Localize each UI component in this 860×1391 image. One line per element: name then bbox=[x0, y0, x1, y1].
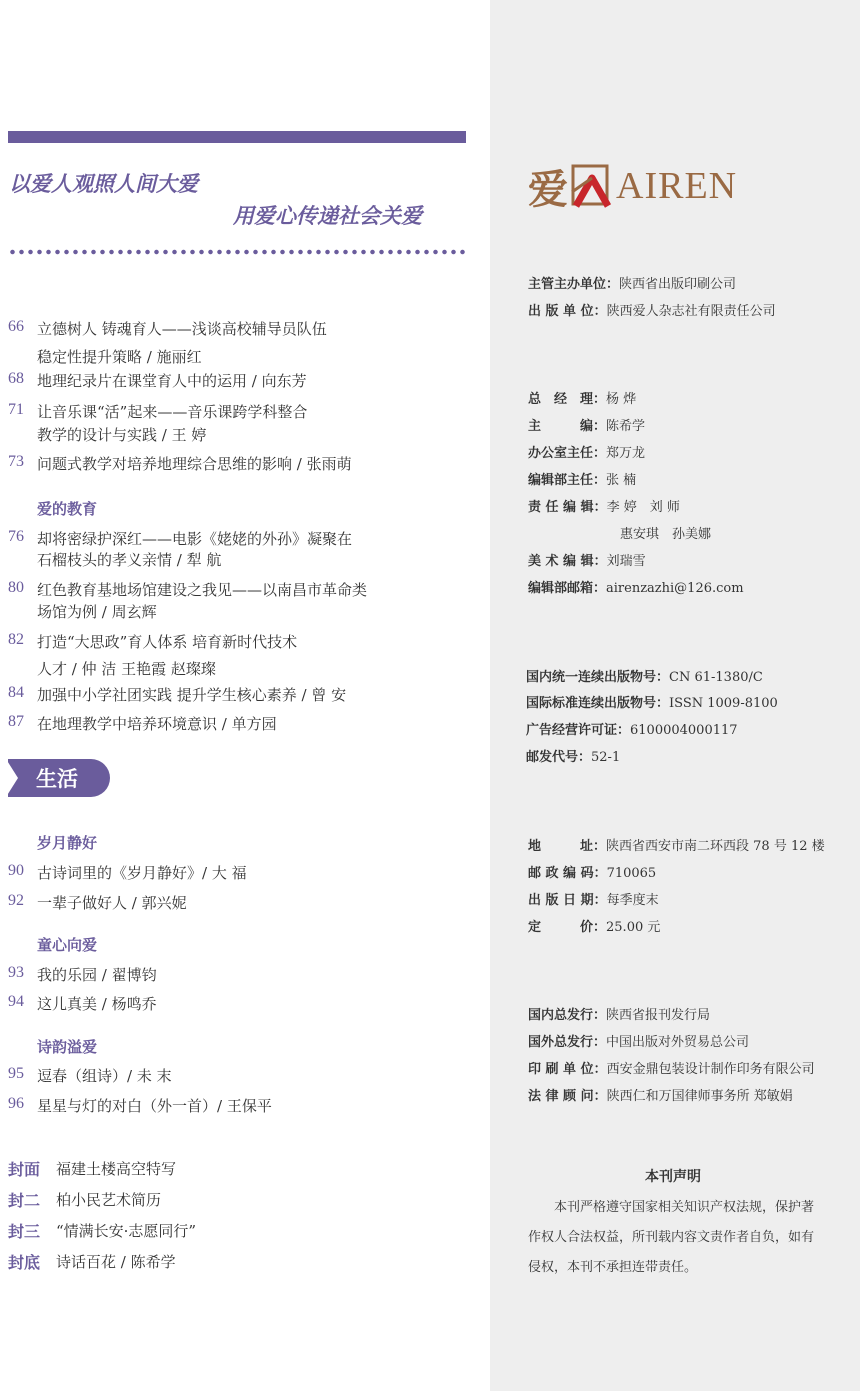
info-row bbox=[528, 916, 660, 935]
info-value: 惠安琪 孙美娜 bbox=[620, 527, 712, 542]
info-row bbox=[528, 1085, 793, 1104]
info-key: 国内总发行： bbox=[528, 1008, 607, 1023]
info-key: 出 版 单 位： bbox=[528, 304, 607, 319]
info-row bbox=[528, 496, 680, 515]
info-key: 美 术 编 辑： bbox=[528, 554, 607, 569]
info-value: 陕西省西安市南二环西段 78 号 12 楼 bbox=[606, 839, 825, 854]
info-value: 陈希学 bbox=[606, 419, 646, 434]
info-row bbox=[528, 862, 656, 881]
toc-page-number: 82 bbox=[8, 631, 24, 648]
toc-page-number: 94 bbox=[8, 993, 24, 1010]
info-value: 中国出版对外贸易总公司 bbox=[606, 1035, 750, 1050]
info-row bbox=[528, 1004, 710, 1023]
info-value: airenzazhi@126.com bbox=[606, 581, 744, 596]
toc-entry-title[interactable]: 我的乐园 / 翟博钧 bbox=[37, 966, 157, 984]
info-row bbox=[528, 835, 825, 854]
info-key: 邮 政 编 码： bbox=[528, 866, 607, 881]
toc-page-number: 95 bbox=[8, 1065, 24, 1082]
declaration-title: 本刊声明 bbox=[645, 1169, 701, 1185]
toc-entry-title[interactable]: 人才 / 仲 洁 王艳霞 赵璨璨 bbox=[37, 660, 216, 678]
info-key: 办公室主任： bbox=[528, 446, 607, 461]
info-key: 总 经 理： bbox=[528, 392, 607, 407]
info-value: 西安金鼎包装设计制作印务有限公司 bbox=[606, 1062, 815, 1077]
info-key: 国外总发行： bbox=[528, 1035, 607, 1050]
cover-label: 封面 bbox=[8, 1160, 41, 1179]
section-heading-child: 童心向爱 bbox=[37, 936, 98, 954]
info-value: 杨 烨 bbox=[606, 392, 637, 407]
dotted-divider bbox=[8, 249, 466, 255]
declaration-body: 本刊严格遵守国家相关知识产权法规，保护著作权人合法权益，所刊载内容文责作者自负，如有侵权，本刊不承担连带责任。 bbox=[528, 1200, 815, 1275]
section-heading-years: 岁月静好 bbox=[37, 834, 98, 852]
info-value: 张 楠 bbox=[606, 473, 637, 488]
toc-page-number: 96 bbox=[8, 1095, 24, 1112]
info-row bbox=[528, 469, 636, 488]
info-row bbox=[528, 273, 736, 292]
toc-page-number: 66 bbox=[8, 318, 24, 335]
toc-entry-title[interactable]: 在地理教学中培养环境意识 / 单方园 bbox=[37, 715, 277, 733]
info-value: 710065 bbox=[606, 866, 657, 881]
info-key: 主管主办单位： bbox=[528, 277, 620, 292]
toc-page-number: 76 bbox=[8, 528, 24, 545]
toc-entry-title[interactable]: 场馆为例 / 周玄辉 bbox=[37, 603, 157, 621]
info-value: 李 婷 刘 师 bbox=[606, 500, 680, 515]
toc-entry-title[interactable]: 加强中小学社团实践 提升学生核心素养 / 曾 安 bbox=[37, 686, 347, 704]
slogan-line-1: 以爱人观照人间大爱 bbox=[9, 171, 198, 196]
info-value: 25.00 元 bbox=[606, 920, 661, 935]
info-value: 陕西省报刊发行局 bbox=[606, 1008, 711, 1023]
cover-text: 诗话百花 / 陈希学 bbox=[56, 1253, 176, 1271]
info-key: 出 版 日 期： bbox=[528, 893, 607, 908]
info-key: 印 刷 单 位： bbox=[528, 1062, 607, 1077]
info-value: 陕西省出版印刷公司 bbox=[619, 277, 737, 292]
cover-text: 柏小民艺术简历 bbox=[56, 1191, 162, 1209]
info-row bbox=[526, 719, 738, 738]
info-key: 主 编： bbox=[528, 419, 607, 434]
toc-entry-title[interactable]: 立德树人 铸魂育人——浅谈高校辅导员队伍 bbox=[37, 320, 327, 338]
toc-page-number: 73 bbox=[8, 453, 24, 470]
logo-english-text: AIREN bbox=[616, 165, 738, 207]
toc-entry-title[interactable]: 却将密绿护深红——电影《姥姥的外孙》凝聚在 bbox=[37, 530, 353, 548]
info-value: 陕西仁和万国律师事务所 郑敏娟 bbox=[606, 1089, 793, 1104]
info-row bbox=[620, 523, 711, 542]
toc-page-number: 87 bbox=[8, 713, 24, 730]
info-key: 邮发代号： bbox=[526, 750, 592, 765]
info-row bbox=[528, 889, 659, 908]
top-accent-bar bbox=[8, 131, 466, 143]
info-key: 国际标准连续出版物号： bbox=[526, 696, 670, 711]
toc-entry-title[interactable]: 一辈子做好人 / 郭兴妮 bbox=[37, 894, 187, 912]
info-row bbox=[528, 442, 645, 461]
info-key: 广告经营许可证： bbox=[526, 723, 631, 738]
cover-label: 封二 bbox=[8, 1191, 41, 1210]
info-row bbox=[528, 550, 646, 569]
toc-entry-title[interactable]: 地理纪录片在课堂育人中的运用 / 向东芳 bbox=[37, 372, 307, 390]
info-value: 每季度末 bbox=[606, 893, 659, 908]
info-row bbox=[528, 300, 776, 319]
info-row bbox=[528, 388, 636, 407]
info-row bbox=[528, 577, 744, 596]
info-row bbox=[526, 666, 763, 685]
toc-page-number: 92 bbox=[8, 892, 24, 909]
toc-entry-title[interactable]: 星星与灯的对白（外一首）/ 王保平 bbox=[37, 1097, 272, 1115]
toc-entry-title[interactable]: 问题式教学对培养地理综合思维的影响 / 张雨萌 bbox=[37, 455, 352, 473]
toc-page-number: 80 bbox=[8, 579, 24, 596]
section-heading-love-education: 爱的教育 bbox=[37, 500, 98, 518]
info-key: 定 价： bbox=[528, 920, 607, 935]
toc-page-number: 90 bbox=[8, 862, 24, 879]
toc-page-number: 68 bbox=[8, 370, 24, 387]
toc-entry-title[interactable]: 让音乐课“活”起来——音乐课跨学科整合 bbox=[37, 403, 308, 421]
life-section-badge: 生活 bbox=[8, 759, 110, 797]
info-key: 国内统一连续出版物号： bbox=[526, 670, 670, 685]
toc-entry-title[interactable]: 稳定性提升策略 / 施丽红 bbox=[37, 348, 202, 366]
logo-emblem-icon bbox=[570, 162, 614, 210]
info-key: 责 任 编 辑： bbox=[528, 500, 607, 515]
cover-label: 封三 bbox=[8, 1222, 41, 1241]
toc-entry-title[interactable]: 这儿真美 / 杨鸣乔 bbox=[37, 995, 157, 1013]
logo-chinese-char: 爱 bbox=[528, 165, 568, 213]
toc-page-number: 93 bbox=[8, 964, 24, 981]
info-key: 编辑部邮箱： bbox=[528, 581, 607, 596]
info-key: 地 址： bbox=[528, 839, 607, 854]
toc-entry-title[interactable]: 逗春（组诗）/ 未 末 bbox=[37, 1067, 172, 1085]
info-value: 刘瑞雪 bbox=[606, 554, 646, 569]
info-key: 编辑部主任： bbox=[528, 473, 607, 488]
info-row bbox=[526, 692, 778, 711]
toc-entry-title[interactable]: 教学的设计与实践 / 王 婷 bbox=[37, 426, 207, 444]
cover-label: 封底 bbox=[8, 1253, 41, 1272]
info-row bbox=[526, 746, 620, 765]
info-row bbox=[528, 1058, 815, 1077]
toc-entry-title[interactable]: 打造“大思政”育人体系 培育新时代技术 bbox=[37, 633, 298, 651]
cover-text: 福建土楼高空特写 bbox=[56, 1160, 177, 1178]
toc-page-number: 84 bbox=[8, 684, 24, 701]
info-row bbox=[528, 415, 645, 434]
toc-entry-title[interactable]: 古诗词里的《岁月静好》/ 大 福 bbox=[37, 864, 247, 882]
info-key: 法 律 顾 问： bbox=[528, 1089, 607, 1104]
info-value: CN 61-1380/C bbox=[669, 670, 763, 685]
toc-page-number: 71 bbox=[8, 401, 24, 418]
info-value: ISSN 1009-8100 bbox=[669, 696, 778, 711]
info-value: 陕西爱人杂志社有限责任公司 bbox=[606, 304, 776, 319]
info-value: 52-1 bbox=[591, 750, 621, 765]
section-heading-poetry: 诗韵溢爱 bbox=[37, 1038, 98, 1056]
cover-text: “情满长安·志愿同行” bbox=[56, 1222, 197, 1240]
info-row bbox=[528, 1031, 749, 1050]
info-value: 6100004000117 bbox=[630, 723, 738, 738]
toc-entry-title[interactable]: 石榴枝头的孝义亲情 / 犁 航 bbox=[37, 551, 222, 569]
slogan-line-2: 用爱心传递社会关爱 bbox=[233, 203, 422, 228]
magazine-logo bbox=[528, 160, 737, 212]
info-value: 郑万龙 bbox=[606, 446, 646, 461]
toc-entry-title[interactable]: 红色教育基地场馆建设之我见——以南昌市革命类 bbox=[37, 581, 368, 599]
